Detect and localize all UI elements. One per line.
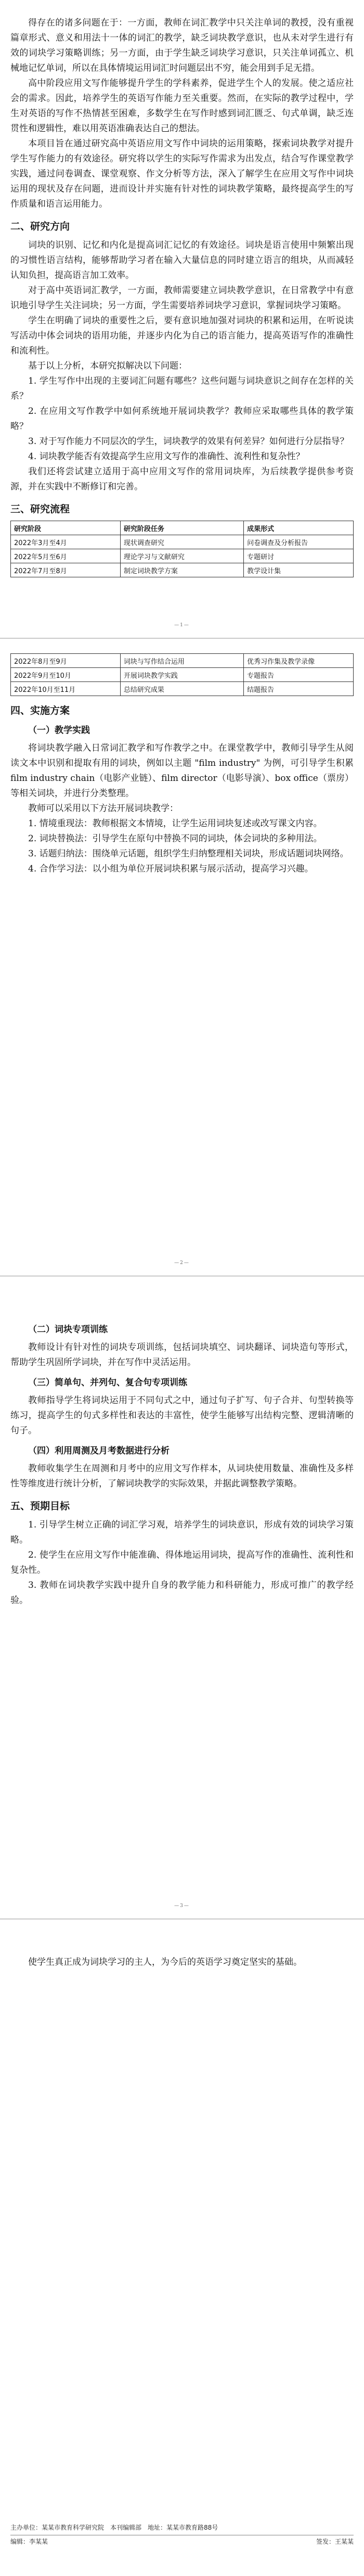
section-2-paragraph-1: 词块的识别、记忆和内化是提高词汇记忆的有效途径。词块是语言使用中频繁出现的习惯性语言结构，能够帮助学习者在输入大量信息的同时建立语言的组块，从而减轻认知负担，提高语言加工效率。 [10,240,354,281]
section-2-paragraph-3: 学生在明确了词块的重要性之后，要有意识地加强对词块的积累和运用，在听说读写活动中体会词块的语用功能，并逐步内化为自己的语言能力，提高英语写作的准确性和流利性。 [10,315,354,356]
reviewer-label: 签发： [316,2538,335,2545]
table-cell: 2022年7月至8月 [11,563,121,577]
table-cell: 专题报告 [244,668,354,682]
table-cell: 专题研讨 [244,549,354,563]
list-intro: 基于以上分析，本研究拟解决以下问题： [28,361,187,371]
section-5-heading: 五、预期目标 [10,1500,70,1512]
list-item: 4. 词块教学能否有效提高学生应用文写作的准确性、流利性和复杂性？ [28,451,305,462]
table-header-cell: 研究阶段 [11,521,121,535]
table-header-cell: 研究阶段任务 [120,521,243,535]
table-cell: 教学设计集 [244,563,354,577]
table-row [11,654,354,668]
intro-paragraph-1: 得存在的诸多问题在于：一方面，教师在词汇教学中只关注单词的教授，没有重视篇章形式、意义和用法十一体的词汇的教学，缺乏词块教学意识，也从未对学生进行有效的词块学习策略训练；另一方面，由于学生缺乏词块学习意识，只关注单词孤立、机械地记忆单词，所以在具体情境运用词汇时问题层出不穷，能会用到手足无措。 [10,18,354,73]
page-1-content [10,16,354,577]
table-cell: 2022年3月至4月 [11,535,121,549]
page-divider [0,638,364,639]
editor-label: 编辑： [10,2538,30,2545]
table-cell: 理论学习与文献研究 [120,549,243,563]
subsection-3-heading: （三）简单句、并列句、复合句专项训练 [28,1378,187,1388]
section-3-heading: 三、研究流程 [10,503,70,515]
subsection-4-heading: （四）利用周测及月考数据进行分析 [28,1446,170,1456]
page-4-content [10,1955,354,1970]
table-row [11,668,354,682]
list-item: 4. 合作学习法：以小组为单位开展词块积累与展示活动，提高学习兴趣。 [28,864,314,874]
list-item: 3. 话题归纳法：围绕单元话题，组织学生归纳整理相关词块，形成话题词块网络。 [28,849,349,859]
table-header-cell: 成果形式 [244,521,354,535]
page-2-content [10,653,354,877]
table-cell: 优秀习作集及教学录像 [244,654,354,668]
table-row [11,535,354,549]
research-flow-table [10,521,354,577]
table-cell: 问卷调查及分析报告 [244,535,354,549]
subsection-4-paragraph: 教师收集学生在周测和月考中的应用文写作样本，从词块使用数量、准确性及多样性等维度进行统计分析，了解词块教学的实际效果，并据此调整教学策略。 [10,1463,354,1489]
editor-row [10,2535,354,2547]
page-3-content [10,1317,354,1608]
page-2 [0,643,364,1273]
table-cell: 2022年10月至11月 [11,682,121,696]
table-header-row [11,521,354,535]
section-4-heading: 四、实施方案 [10,705,70,716]
subsection-2-paragraph: 教师设计有针对性的词块专项训练，包括词块填空、词块翻译、词块造句等形式，帮助学生巩固所学词块，并在写作中灵活运用。 [10,1342,354,1368]
footer [10,2522,354,2547]
page-number: —1— [174,623,190,628]
editor [10,2536,48,2547]
list-item: 2. 使学生在应用文写作中能准确、得体地运用词块，提高写作的准确性、流利性和复杂性。 [10,1550,354,1575]
list-item: 1. 情境重现法：教师根据文本情境，让学生运用词块复述或改写课文内容。 [28,818,322,829]
table-cell: 2022年8月至9月 [11,654,121,668]
table-cell: 开展词块教学实践 [120,668,243,682]
page-3 [0,1281,364,1916]
after-list-paragraph: 我们还将尝试建立适用于高中应用文写作的常用词块库，为后续教学提供参考资源，并在实践中不断修订和完善。 [10,466,354,492]
closing-paragraph: 使学生真正成为词块学习的主人，为今后的英语学习奠定坚实的基础。 [28,1957,302,1967]
list-item: 1. 引导学生树立正确的词汇学习观，培养学生的词块意识，形成有效的词块学习策略。 [10,1520,354,1545]
subsection-1-heading: （一）教学实践 [28,725,90,736]
editor-name: 李某某 [29,2538,48,2545]
subsection-1-paragraph-2: 教师可以采用以下方法开展词块教学： [28,803,178,814]
table-cell: 现状调查研究 [120,535,243,549]
table-cell: 2022年5月至6月 [11,549,121,563]
table-cell: 结题报告 [244,682,354,696]
subsection-1-paragraph-1: 将词块教学融入日常词汇教学和写作教学之中。在课堂教学中，教师引导学生从阅读文本中识别和提取有用的词块，例如以主题 "film industry" 为例，可引导学生积累 film industry chain（电影产业链）、film director（电影导演）、box office（票房）等相关词块，并进行分类整理。 [10,743,354,799]
subsection-2-heading: （二）词块专项训练 [28,1324,108,1335]
list-item: 3. 教师在词块教学实践中提升自身的教学能力和科研能力，形成可推广的教学经验。 [10,1580,354,1606]
table-cell: 制定词块教学方案 [120,563,243,577]
page-number: —2— [174,1260,190,1266]
table-row [11,682,354,696]
reviewer-name: 王某某 [334,2538,354,2545]
section-2-heading: 二、研究方向 [10,221,70,232]
page-divider [0,1918,364,1920]
list-item: 3. 对于写作能力不同层次的学生，词块教学的效果有何差异？如何进行分层指导？ [28,436,349,447]
table-row [11,563,354,577]
intro-paragraph-2: 高中阶段应用文写作能够提升学生的学科素养，促进学生个人的发展。使之适应社会的需求。因此，培养学生的英语写作能力至关重要。然而，在实际的教学过程中，学生对英语的写作不热情甚至困难，多数学生在写作时感到词汇匮乏、句式单调，缺乏连贯性和逻辑性，难以用英语准确表达自己的想法。 [10,78,354,134]
page-4 [0,1924,364,2576]
page-divider [0,1276,364,1277]
table-cell: 词块与写作结合运用 [120,654,243,668]
table-row [11,549,354,563]
page-number: —3— [174,1903,190,1909]
section-2-paragraph-2: 对于高中英语词汇教学，一方面，教师需要建立词块教学意识，在日常教学中有意识地引导学生关注词块；另一方面，学生需要培养词块学习意识，掌握词块学习策略。 [10,285,354,311]
table-cell: 2022年9月至10月 [11,668,121,682]
table-cell: 总结研究成果 [120,682,243,696]
list-item: 1. 学生写作中出现的主要词汇问题有哪些？这些问题与词块意识之间存在怎样的关系？ [10,376,354,401]
reviewer [316,2536,354,2547]
subsection-3-paragraph: 教师指导学生将词块运用于不同句式之中，通过句子扩写、句子合并、句型转换等练习，提高学生的句式多样性和表达的丰富性，使学生能够写出结构完整、逻辑清晰的句子。 [10,1395,354,1436]
page-1 [0,0,364,635]
footer-note: 主办单位：某某市教育科学研究院 本刊编辑部 地址：某某市教育路88号 [10,2524,218,2531]
intro-paragraph-3: 本项目旨在通过研究高中英语应用文写作中词块的运用策略，探索词块教学对提升学生写作能力的有效途径。研究将以学生的实际写作需求为出发点，结合写作课堂教学实践，通过问卷调查、课堂观察、作文分析等方法，深入了解学生在应用文写作中词块运用的现状及存在问题，进而设计并实施有针对性的词块教学策略，最终提高学生的写作质量和语言运用能力。 [10,138,354,209]
list-item: 2. 词块替换法：引导学生在原句中替换不同的词块，体会词块的多种用法。 [28,834,322,844]
research-flow-table-continued [10,653,354,696]
list-item: 2. 在应用文写作教学中如何系统地开展词块教学？教师应采取哪些具体的教学策略？ [10,406,354,432]
